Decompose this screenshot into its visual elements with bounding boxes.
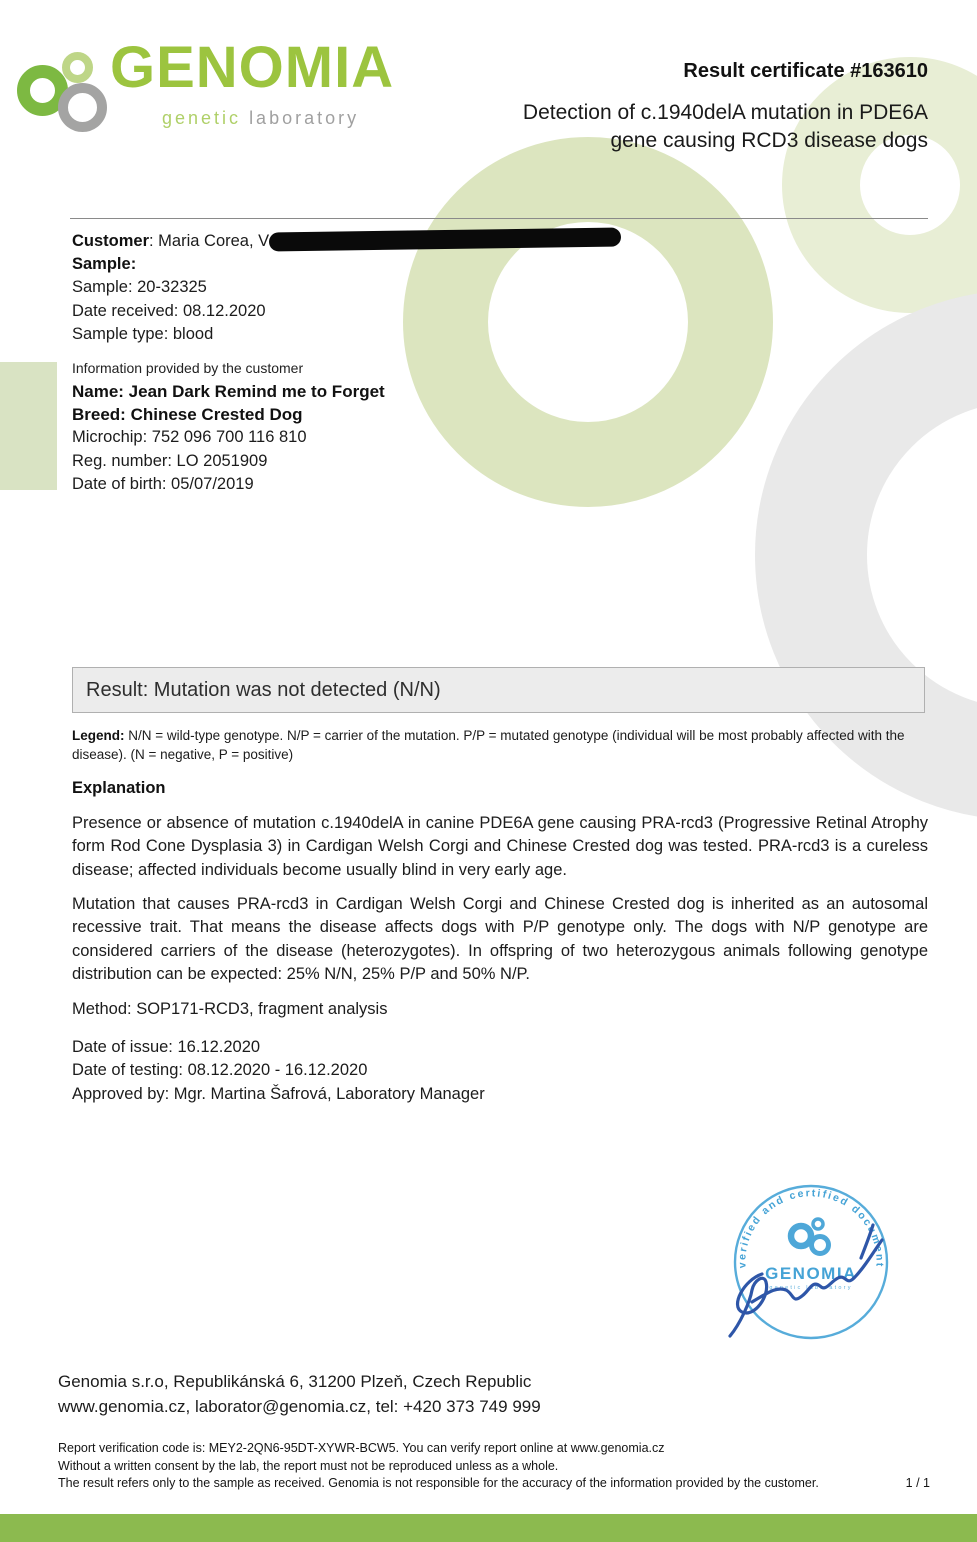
approved-by: Approved by: Mgr. Martina Šafrová, Laboratory Manager	[72, 1084, 485, 1103]
left-green-accent-block	[0, 362, 57, 490]
sample-heading: Sample:	[72, 255, 137, 274]
reproduction-note: Without a written consent by the lab, the report must not be reproduced unless as a whole.	[58, 1458, 559, 1473]
logo-tagline-genetic: genetic	[162, 108, 242, 128]
verification-code-note: Report verification code is: MEY2-2QN6-95DT-XYWR-BCW5. You can verify report online at www.genomia.cz	[58, 1441, 665, 1455]
header-right	[368, 60, 928, 155]
animal-breed: Breed: Chinese Crested Dog	[72, 405, 303, 425]
stamp-graphic	[722, 1178, 904, 1350]
disclaimer-note: The result refers only to the sample as received. Genomia is not responsible for the accuracy of the information provided by the customer.	[58, 1476, 819, 1490]
customer-label: Customer	[72, 232, 150, 250]
result-box	[72, 667, 925, 713]
stamp-logo-rings-icon	[791, 1219, 829, 1254]
legend-text: N/N = wild-type genotype. N/P = carrier of the mutation. P/P = mutated genotype (individual will be most probably affected with the disease). (N = negative, P = positive)	[72, 728, 905, 762]
customer-line	[72, 230, 932, 253]
logo-brand-text: GENOMIA	[110, 35, 395, 100]
stamp-arc-text: verified and certified document	[736, 1187, 886, 1269]
logo-ring-lightgreen-icon	[62, 52, 93, 83]
animal-name: Name: Jean Dark Remind me to Forget	[72, 382, 385, 401]
certificate-title: Result certificate #163610	[683, 60, 928, 82]
sample-id: Sample: 20-32325	[72, 278, 207, 297]
legend-label: Legend:	[72, 728, 125, 743]
bottom-green-bar	[0, 1514, 977, 1542]
subtitle-line-2: gene causing RCD3 disease dogs	[610, 129, 928, 152]
logo-tagline-laboratory: laboratory	[249, 108, 360, 128]
logo-tagline	[162, 108, 359, 129]
result-text: Result: Mutation was not detected (N/N)	[86, 678, 441, 701]
subtitle-line-1: Detection of c.1940delA mutation in PDE6A	[522, 101, 928, 124]
footer-address	[58, 1369, 541, 1419]
animal-reg-number: Reg. number: LO 2051909	[72, 451, 268, 470]
footer-notes	[58, 1440, 930, 1493]
redaction-bar	[269, 228, 621, 252]
method-line: Method: SOP171-RCD3, fragment analysis	[72, 1000, 388, 1018]
logo-ring-gray-icon	[58, 83, 107, 132]
page-number: 1 / 1	[905, 1476, 930, 1490]
animal-microchip: Microchip: 752 096 700 116 810	[72, 428, 307, 447]
address-line-2: www.genomia.cz, laborator@genomia.cz, tel: +420 373 749 999	[58, 1397, 541, 1416]
stamp-brand-text: GENOMIA	[765, 1264, 857, 1283]
customer-sample-section	[72, 230, 932, 346]
date-of-issue: Date of issue: 16.12.2020	[72, 1038, 261, 1056]
stamp-tagline-text: genetic laboratory	[769, 1285, 853, 1291]
legend	[72, 727, 928, 764]
animal-info-section	[72, 380, 672, 496]
dates-section	[72, 1036, 485, 1106]
header-divider	[70, 218, 928, 219]
customer-info-note: Information provided by the customer	[72, 360, 304, 376]
animal-date-of-birth: Date of birth: 05/07/2019	[72, 474, 254, 493]
date-of-testing: Date of testing: 08.12.2020 - 16.12.2020	[72, 1061, 368, 1080]
explanation-paragraph-2: Mutation that causes PRA-rcd3 in Cardigan Welsh Corgi and Chinese Crested dog is inherited as an autosomal recessive trait. That means the disease affects dogs with P/P genotype only. The dogs with N/P genotype are considered carriers of the disease (heterozygotes). In offspring of two heterozygous animals following genotype distribution can be expected: 25% N/N, 25% P/P and 50% N/P.	[72, 895, 928, 983]
address-line-1: Genomia s.r.o, Republikánská 6, 31200 Plzeň, Czech Republic	[58, 1372, 532, 1391]
customer-value: : Maria Corea, V	[149, 232, 270, 250]
explanation-paragraph-1: Presence or absence of mutation c.1940delA in canine PDE6A gene causing PRA-rcd3 (Progressive Retinal Atrophy form Rod Cone Dysplasia 3) in Cardigan Welsh Corgi and Chinese Crested dog was tested. PRA-rcd3 is a cureless disease; affected individuals become usually blind in very early age.	[72, 814, 928, 879]
certification-stamp	[722, 1178, 904, 1350]
sample-type: Sample type: blood	[72, 324, 214, 343]
explanation-heading: Explanation	[72, 779, 166, 797]
date-received: Date received: 08.12.2020	[72, 301, 266, 320]
stamp-outer-circle-icon	[735, 1186, 887, 1338]
certificate-subtitle	[368, 99, 928, 155]
